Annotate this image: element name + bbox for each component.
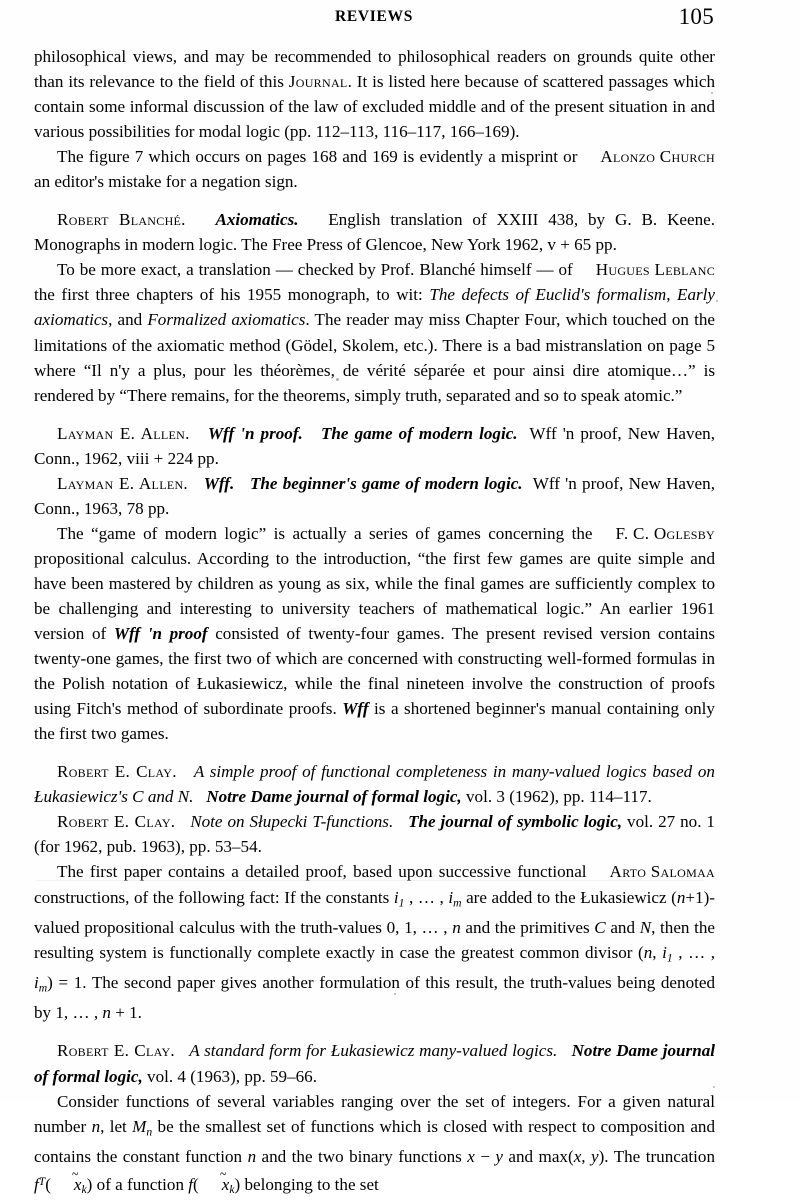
entry-title: Wff 'n proof. <box>207 423 303 443</box>
math-i-1b: i <box>662 942 667 962</box>
math-n-1: n <box>91 1116 101 1136</box>
running-head <box>34 4 714 34</box>
review-text-b: , let <box>100 1116 133 1136</box>
review-text-e: and the primitives <box>460 917 595 937</box>
scan-speck <box>716 300 718 302</box>
entry-journal: The journal of symbolic logic, <box>408 812 623 832</box>
review-text-b: consisted of twenty-four games. The present revised version contains twenty-one games, the first two of which are concerned with constructing well-formed formulas in the Polish notation of Łukasiewicz, while the final nineteen involve the construction of proofs using Fitch's method of subordinate proofs. <box>34 624 715 719</box>
review-text-a: To be more exact, a translation — checked by Prof. Blanché himself — of the first three chapters of his 1955 monograph, to wit: <box>34 260 573 305</box>
entry-author: Robert E. Clay. <box>57 1041 175 1061</box>
review-text-g: , <box>581 1146 591 1166</box>
review-blanche-body <box>34 257 715 407</box>
math-x-tilde-1: ~ x <box>51 1172 82 1197</box>
reviewer-signature-oglesby: F. C. Oglesby <box>615 523 715 543</box>
reviewer-signature-leblanc: Hugues Leblanc <box>595 260 715 280</box>
math-f-2-subscript: k <box>229 1183 235 1197</box>
math-f-2: f <box>188 1174 194 1194</box>
entry-gap <box>34 1025 715 1038</box>
para-text-b: . It is listed here because of scattered passages which contain some informal discussion of the law of excluded middle and of the present situation in and various possibilities for modal logic (pp. 112–113, 116–117, 166–169). <box>34 72 715 142</box>
review-text-e: − <box>474 1146 496 1166</box>
math-f-1-superscript: T <box>38 1174 46 1188</box>
review-text-a: The “game of modern logic” is actually a series of games concerning the propositional calculus. According to the introduction, “the first few games are quite simple and have been mastered by children as young as six, while the final games are sufficiently complex to be challenging and interesting to university teachers of mathematical logic.” An earlier 1961 version of <box>34 523 715 644</box>
running-head-title: REVIEWS <box>334 8 414 25</box>
math-M: M <box>132 1116 147 1136</box>
entry-citation: vol. 3 (1962), pp. 114–117. <box>466 787 652 807</box>
review-clay-3-body <box>34 1089 715 1202</box>
entry-gap <box>34 408 715 421</box>
review-text-h: ). The truncation <box>598 1146 716 1166</box>
entry-journal: Notre Dame journal of formal logic, <box>206 787 462 807</box>
math-n-3: n <box>643 942 653 962</box>
review-text-j: belonging to the set <box>240 1174 379 1194</box>
math-f-1-close: ) <box>86 1174 93 1194</box>
math-n-2: n <box>452 917 461 937</box>
entry-title: Axiomatics. <box>215 210 299 230</box>
review-text-c: is a shortened beginner's manual containing only the first two games. <box>34 699 715 744</box>
entry-author: Robert E. Clay. <box>57 812 176 832</box>
math-f-1-open: ( <box>45 1174 51 1194</box>
math-n-2: n <box>247 1146 257 1166</box>
chapter-title-2: Early axiomatics <box>34 285 715 330</box>
entry-gap <box>34 746 715 759</box>
entry-imprint: Wff 'n proof, New Haven, Conn., 1963, 78 pp. <box>34 473 715 518</box>
entry-author: Robert Blanché. <box>57 210 186 230</box>
review-text-k: + 1. <box>110 1003 142 1023</box>
chapter-title-1: The defects of Euclid's formalism <box>429 285 667 305</box>
review-sep-1: , <box>666 285 678 305</box>
math-i-mb: i <box>34 973 39 993</box>
review-text-j: ) = 1. The second paper gives another formulation of this result, the truth-values being denoted by 1, … , <box>34 973 715 1023</box>
entry-title: A simple proof of functional completeness in many-valued logics based on Łukasiewicz's C and N. <box>34 762 715 807</box>
entry-journal: Notre Dame journal of formal logic, <box>34 1041 716 1086</box>
review-text-i: , … , <box>672 942 716 962</box>
math-y-2: y <box>591 1146 599 1166</box>
math-n-1: n <box>676 887 686 907</box>
math-i-1b-subscript: 1 <box>666 951 673 965</box>
review-text-i: of a function <box>92 1174 189 1194</box>
entry-clay-3-heading <box>34 1038 715 1088</box>
review-sep-2: , and <box>108 310 148 330</box>
entry-clay-1-heading <box>34 759 715 809</box>
math-C: C <box>594 917 606 937</box>
para-text-a: philosophical views, and may be recommended to philosophical readers on grounds quite other than its relevance to the field of this <box>34 47 715 92</box>
entry-author: Robert E. Clay. <box>57 762 177 782</box>
review-text-d: and the two binary functions <box>256 1146 468 1166</box>
math-i-m-subscript: m <box>453 895 462 909</box>
para-figure-seven-text: The figure 7 which occurs on pages 168 and 169 is evidently a misprint or an editor's mistake for a negation sign. <box>34 147 578 192</box>
entry-imprint: Wff 'n proof, New Haven, Conn., 1962, viii + 224 pp. <box>34 423 715 468</box>
journal-word: Journal <box>288 72 348 92</box>
review-text-a: Consider functions of several variables ranging over the set of integers. For a given natural number <box>34 1091 715 1136</box>
reviewer-signature-salomaa: Arto Salomaa <box>609 862 715 882</box>
entry-subtitle: The beginner's game of modern logic. <box>249 473 523 493</box>
math-M-subscript: n <box>146 1124 153 1138</box>
math-i-mb-subscript: m <box>38 981 48 995</box>
entry-title: Wff. <box>203 473 235 493</box>
entry-title: A standard form for Łukasiewicz many-valued logics. <box>189 1041 558 1061</box>
math-x-tilde-2: ~ x <box>199 1172 230 1197</box>
review-text-f: and max( <box>502 1146 574 1166</box>
entry-citation: vol. 27 no. 1 (for 1962, pub. 1963), pp. 53–54. <box>34 812 715 857</box>
reviewer-signature-church: Alonzo Church <box>600 147 715 167</box>
title-reference-1: Wff 'n proof <box>113 624 208 644</box>
entry-citation: vol. 4 (1963), pp. 59–66. <box>147 1066 317 1086</box>
entry-author: Layman E. Allen. <box>57 473 188 493</box>
review-text-a: The first paper contains a detailed proof, based upon successive functional constructions, of the following fact: If the constants <box>34 862 587 907</box>
title-reference-2: Wff <box>342 699 369 719</box>
entry-author: Layman E. Allen. <box>57 423 190 443</box>
math-f-2-open: ( <box>193 1174 199 1194</box>
math-y-1: y <box>495 1146 503 1166</box>
review-text-c: are added to the Łukasiewicz ( <box>461 887 677 907</box>
entry-gap <box>34 194 715 207</box>
review-clay-body <box>34 859 715 1025</box>
math-i-1-subscript: 1 <box>398 895 405 909</box>
entry-title: Note on Słupecki T-functions. <box>190 812 394 832</box>
math-x-2: x <box>573 1146 582 1166</box>
math-i-m: i <box>448 887 454 907</box>
review-text-g: , then the resulting system is functionally complete exactly in case the greatest common divisor ( <box>34 917 715 962</box>
chapter-title-3: Formalized axiomatics <box>147 310 306 330</box>
paragraph-figure-seven <box>34 144 715 194</box>
review-text-d: +1)-valued propositional calculus with the truth-values 0, 1, … , <box>34 887 715 937</box>
review-allen-body <box>34 521 715 746</box>
entry-allen-1-heading <box>34 421 715 471</box>
review-text-b: . The reader may miss Chapter Four, which touched on the limitations of the axiomatic method (Gödel, Skolem, etc.). There is a bad mistranslation on page 5 where “Il n'y a plus, pour les théorèmes, de vérité séparée et pour ainsi dire atomique…” is rendered by “There remains, for the theorems, simply truth, separated and so to speak atomic.” <box>34 310 715 405</box>
math-f-2-close: ) <box>234 1174 241 1194</box>
math-f-1: f <box>34 1174 39 1194</box>
math-x-1: x <box>467 1146 475 1166</box>
review-text-h: , <box>652 942 663 962</box>
entry-clay-2-heading <box>34 809 715 859</box>
entry-allen-2-heading <box>34 471 715 521</box>
paragraph-continued <box>34 44 715 144</box>
review-text-c: be the smallest set of functions which is closed with respect to composition and contains the constant function <box>34 1116 716 1166</box>
entry-blanche-heading <box>34 207 715 257</box>
page-number: 105 <box>678 4 714 29</box>
entry-subtitle: The game of modern logic. <box>320 423 518 443</box>
math-f-1-subscript: k <box>81 1183 87 1197</box>
review-text-b: , … , <box>404 887 449 907</box>
entry-imprint: English translation of XXIII 438, by G. B. Keene. Monographs in modern logic. The Free Press of Glencoe, New York 1962, v + 65 pp. <box>34 210 716 255</box>
math-n-4: n <box>102 1003 111 1023</box>
review-text-f: and <box>605 917 640 937</box>
math-i-1: i <box>393 887 399 907</box>
math-N: N <box>639 917 652 937</box>
text-column <box>34 44 715 1202</box>
